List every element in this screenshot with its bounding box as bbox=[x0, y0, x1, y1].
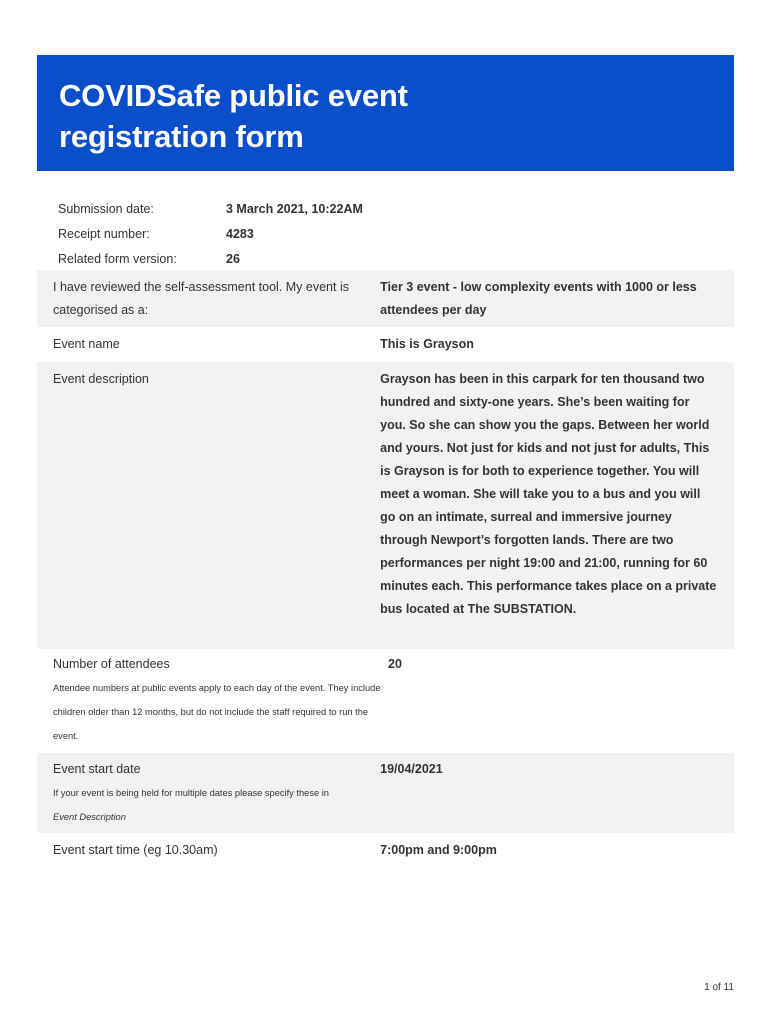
meta-row-form-version bbox=[58, 246, 718, 271]
field-note: Attendee numbers at public events apply to each day of the event. They include children older than 12 months, but do not include the staff required to run the event. bbox=[53, 683, 381, 741]
field-value: 20 bbox=[388, 657, 402, 671]
form-title-line1: COVIDSafe public event bbox=[59, 78, 408, 113]
field-start-time bbox=[37, 833, 734, 868]
field-label: Event description bbox=[53, 372, 149, 386]
field-label: Event name bbox=[53, 337, 120, 351]
field-start-date bbox=[37, 753, 734, 833]
meta-value: 4283 bbox=[226, 226, 254, 241]
field-value: 7:00pm and 9:00pm bbox=[380, 843, 497, 857]
meta-label: Receipt number: bbox=[58, 226, 150, 241]
meta-value: 3 March 2021, 10:22AM bbox=[226, 201, 363, 216]
form-fields bbox=[37, 270, 734, 868]
field-label: Event start time (eg 10.30am) bbox=[53, 843, 218, 857]
field-value: Grayson has been in this carpark for ten thousand two hundred and sixty-one years. She’s been waiting for you. So she can show you the gaps. Between her world and yours. Not just for kids and not just for adults, This is Grayson is for both to experience together. You will meet a woman. She will take you to a bus and you will go on an intimate, surreal and immersive journey through Newport’s forgotten lands. There are two performances per night 19:00 and 21:00, running for 60 minutes each. This performance takes place on a private bus located at The SUBSTATION. bbox=[380, 372, 717, 616]
page-number: 1 of 11 bbox=[704, 982, 734, 993]
meta-row-submission-date bbox=[58, 196, 718, 221]
form-header bbox=[37, 55, 734, 171]
field-label: I have reviewed the self-assessment tool. My event is categorised as a: bbox=[53, 280, 349, 317]
meta-label: Submission date: bbox=[58, 201, 154, 216]
meta-value: 26 bbox=[226, 251, 240, 266]
field-note-emphasis: Event Description bbox=[53, 812, 126, 822]
field-value: This is Grayson bbox=[380, 337, 474, 351]
meta-label: Related form version: bbox=[58, 251, 177, 266]
field-value: 19/04/2021 bbox=[380, 762, 443, 776]
field-label: Number of attendees Attendee numbers at public events apply to each day of the event. They include children older than 12 months, but do not include the staff required to run the event. bbox=[53, 653, 388, 753]
field-note: If your event is being held for multiple dates please specify these in bbox=[53, 788, 329, 798]
field-event-description bbox=[37, 362, 734, 649]
submission-meta bbox=[58, 196, 718, 271]
field-self-assessment bbox=[37, 270, 734, 327]
field-attendees bbox=[37, 649, 734, 753]
field-value: Tier 3 event - low complexity events with 1000 or less attendees per day bbox=[380, 280, 697, 317]
field-label: Event start date If your event is being held for multiple dates please specify these in Event Description bbox=[53, 758, 380, 833]
meta-row-receipt-number bbox=[58, 221, 718, 246]
form-title bbox=[59, 75, 712, 157]
form-title-line2: registration form bbox=[59, 119, 304, 154]
